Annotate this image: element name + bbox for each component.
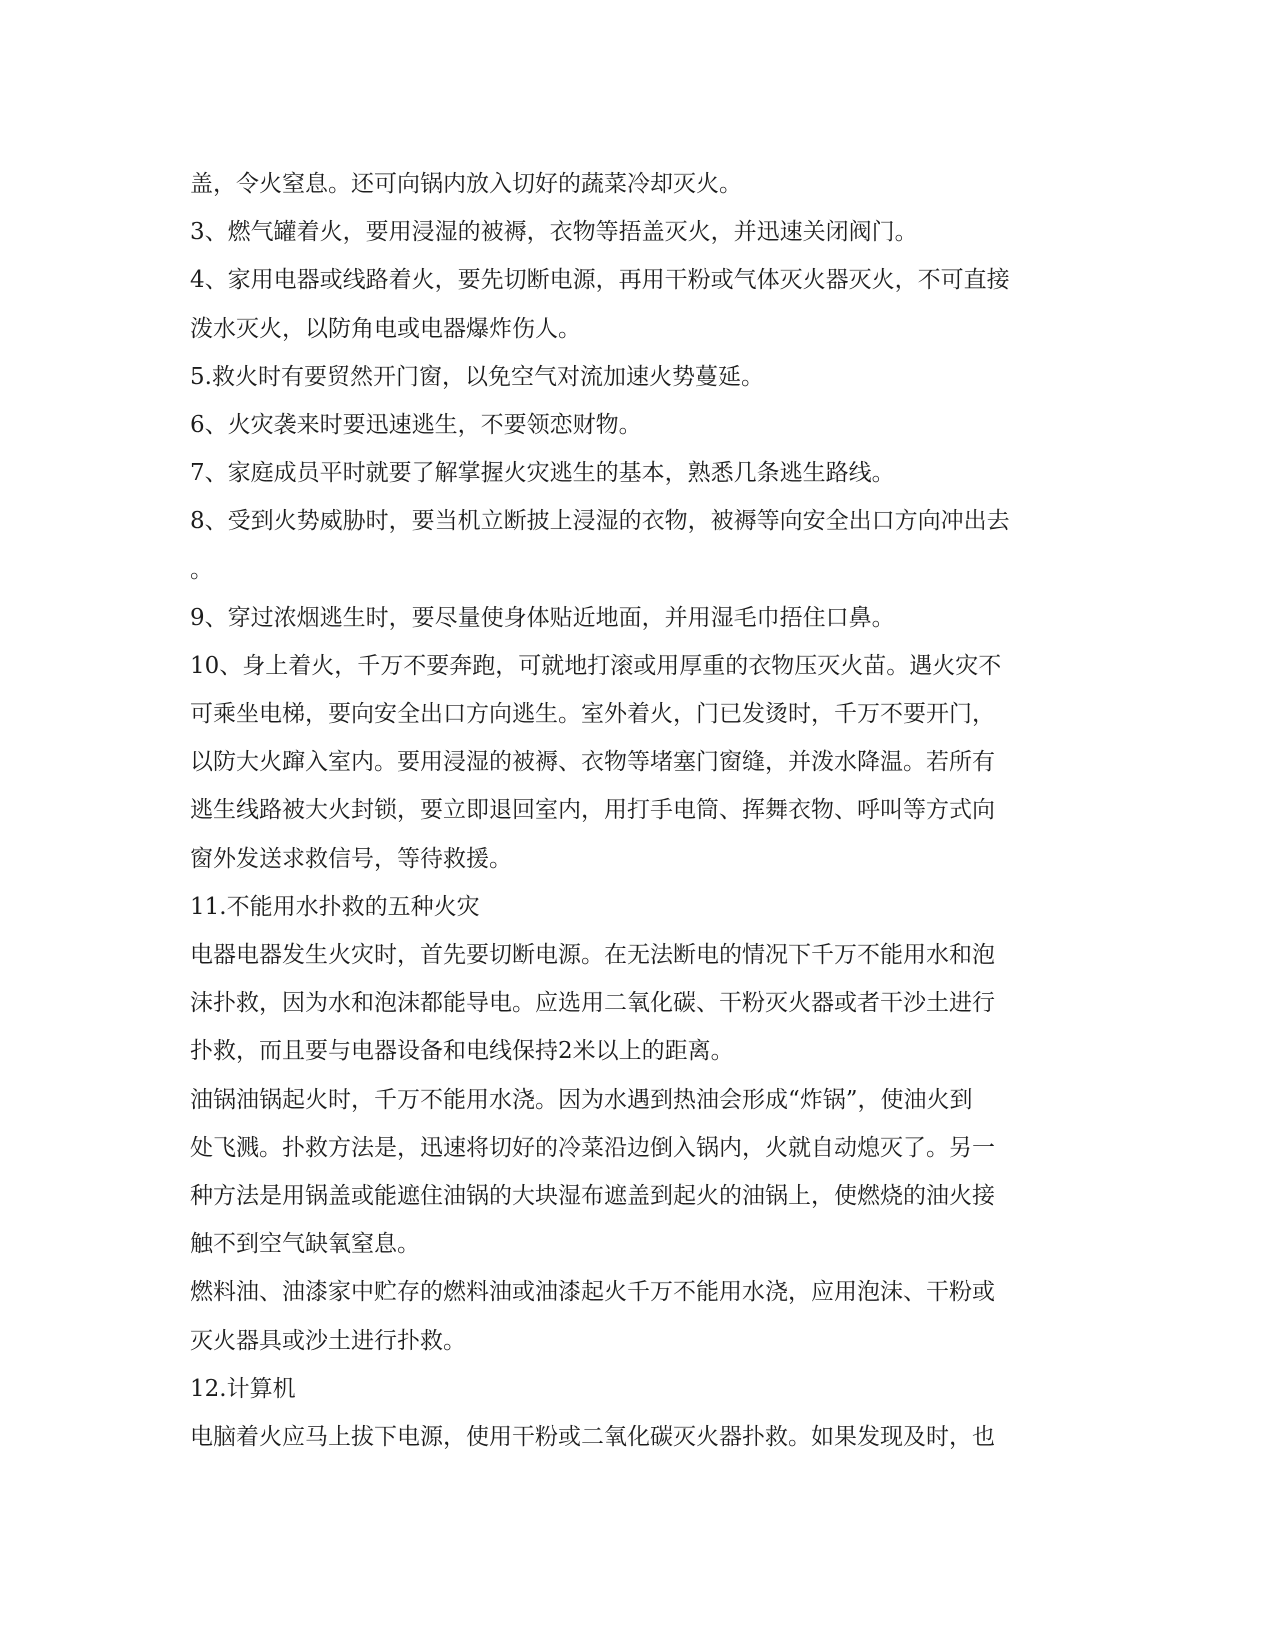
text-line: 。 [190, 556, 213, 583]
text-line: 泼水灭火，以防角电或电器爆炸伤人。 [190, 315, 581, 342]
text-line: 可乘坐电梯，要向安全出口方向逃生。室外着火，门已发烫时，千万不要开门， [190, 701, 995, 728]
text-line: 7、家庭成员平时就要了解掌握火灾逃生的基本，熟悉几条逃生路线。 [190, 460, 895, 487]
section-heading: 12.计算机 [190, 1375, 296, 1402]
text-line: 6、火灾袭来时要迅速逃生，不要领恋财物。 [190, 411, 642, 438]
document-body [190, 160, 1090, 1461]
text-line: 沫扑救，因为水和泡沫都能导电。应选用二氧化碳、干粉灭火器或者干沙土进行 [190, 990, 995, 1017]
text-line: 窗外发送求救信号，等待救援。 [190, 845, 512, 872]
text-line: 燃料油、油漆家中贮存的燃料油或油漆起火千万不能用水浇，应用泡沫、干粉或 [190, 1279, 995, 1306]
text-line: 盖，令火窒息。还可向锅内放入切好的蔬菜冷却灭火。 [190, 171, 742, 197]
section-heading: 11.不能用水扑救的五种火灾 [190, 893, 480, 920]
text-line: 4、家用电器或线路着火，要先切断电源，再用干粉或气体灭火器灭火，不可直接 [190, 267, 1010, 294]
text-line: 种方法是用锅盖或能遮住油锅的大块湿布遮盖到起火的油锅上，使燃烧的油火接 [190, 1182, 995, 1209]
text-line: 5.救火时有要贸然开门窗，以免空气对流加速火势蔓延。 [190, 363, 764, 390]
text-line: 8、受到火势威胁时，要当机立断披上浸湿的衣物，被褥等向安全出口方向冲出去 [190, 508, 1010, 535]
text-line: 扑救，而且要与电器设备和电线保持2米以上的距离。 [190, 1038, 734, 1065]
text-line: 电脑着火应马上拔下电源，使用干粉或二氧化碳灭火器扑救。如果发现及时，也 [190, 1423, 995, 1450]
text-line: 3、燃气罐着火，要用浸湿的被褥，衣物等捂盖灭火，并迅速关闭阀门。 [190, 219, 918, 246]
text-line: 逃生线路被大火封锁，要立即退回室内，用打手电筒、挥舞衣物、呼叫等方式向 [190, 797, 995, 824]
text-line: 触不到空气缺氧窒息。 [190, 1231, 420, 1258]
text-line: 以防大火蹿入室内。要用浸湿的被褥、衣物等堵塞门窗缝，并泼水降温。若所有 [190, 749, 995, 776]
text-line: 电器电器发生火灾时，首先要切断电源。在无法断电的情况下千万不能用水和泡 [190, 942, 995, 968]
text-line: 10、身上着火，千万不要奔跑，可就地打滚或用厚重的衣物压灭火苗。遇火灾不 [190, 652, 1002, 679]
text-line: 9、穿过浓烟逃生时，要尽量使身体贴近地面，并用湿毛巾捂住口鼻。 [190, 604, 895, 631]
text-line: 油锅油锅起火时，千万不能用水浇。因为水遇到热油会形成“炸锅”，使油火到 [190, 1086, 973, 1113]
text-line: 处飞溅。扑救方法是，迅速将切好的冷菜沿边倒入锅内，火就自动熄灭了。另一 [190, 1134, 995, 1161]
text-line: 灭火器具或沙土进行扑救。 [190, 1327, 466, 1354]
